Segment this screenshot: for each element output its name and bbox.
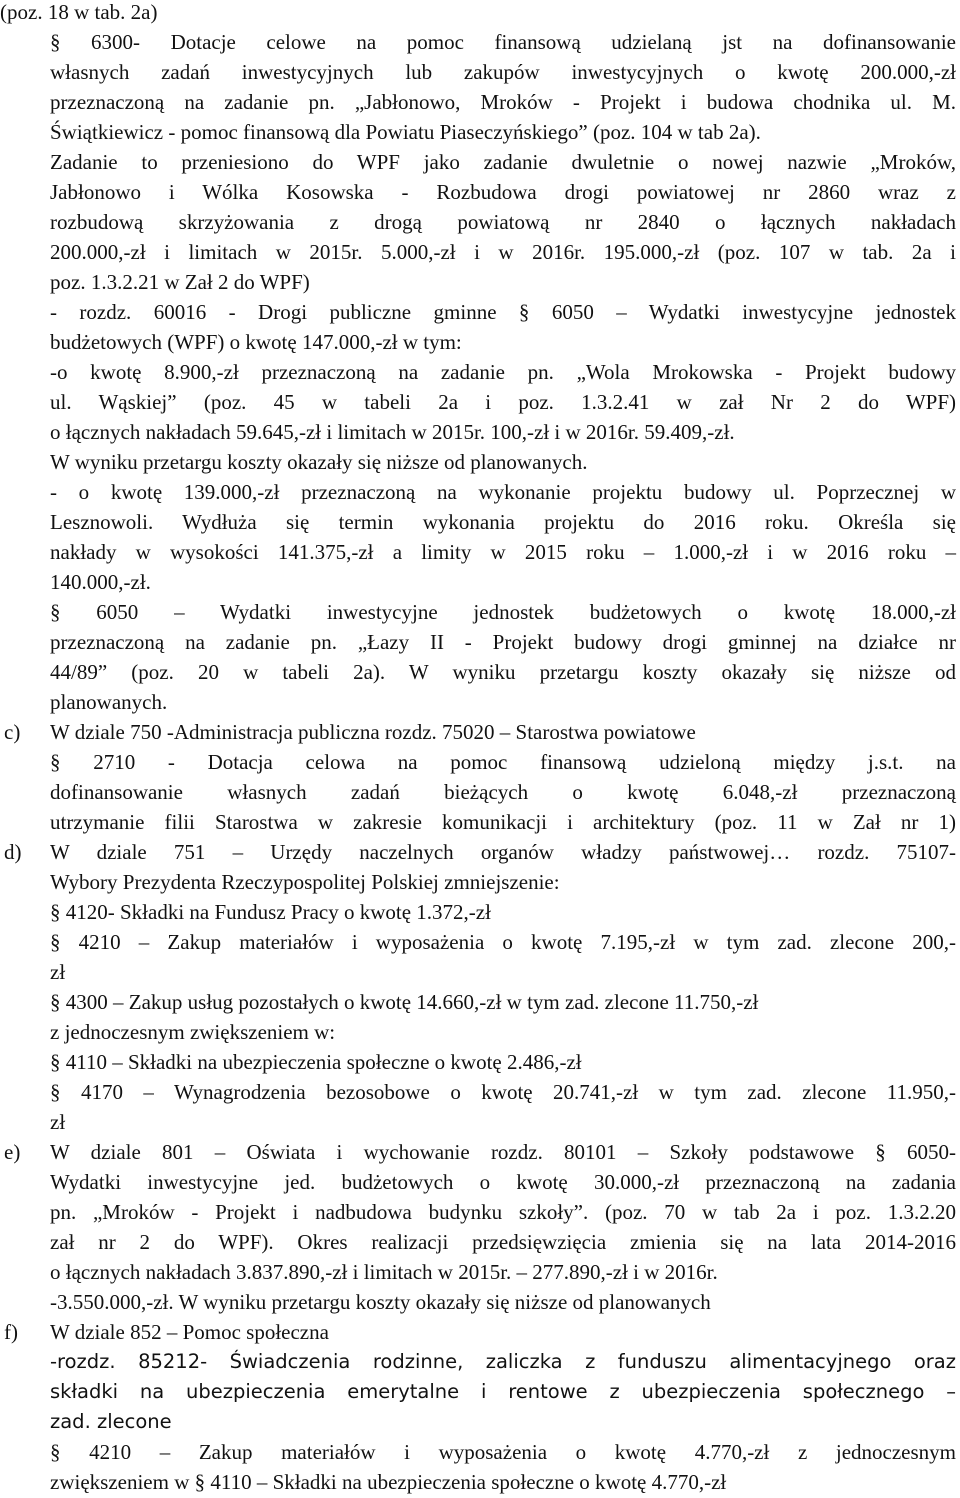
text-line: 200.000,-zł i limitach w 2015r. 5.000,-zł i w 2016r. 195.000,-zł (poz. 107 w tab. 2a i <box>50 240 956 264</box>
text-line: dofinansowanie własnych zadań bieżących o kwotę 6.048,-zł przeznaczoną <box>50 780 956 804</box>
text-line: Świątkiewicz - pomoc finansową dla Powiatu Piaseczyńskiego” (poz. 104 w tab 2a). <box>50 120 761 144</box>
text-line: o łącznych nakładach 59.645,-zł i limitach w 2015r. 100,-zł i w 2016r. 59.409,-zł. <box>50 420 735 444</box>
text-line: -3.550.000,-zł. W wyniku przetargu koszty okazały się niższe od planowanych <box>50 1290 711 1314</box>
text-line: W dziale 852 – Pomoc społeczna <box>50 1320 329 1344</box>
text-line: W dziale 750 -Administracja publiczna rozdz. 75020 – Starostwa powiatowe <box>50 720 696 744</box>
text-line: - o kwotę 139.000,-zł przeznaczoną na wykonanie projektu budowy ul. Poprzecznej w <box>50 480 956 504</box>
text-line: § 4210 – Zakup materiałów i wyposażenia o kwotę 4.770,-zł z jednoczesnym <box>50 1440 956 1464</box>
text-line: budżetowych (WPF) o kwotę 147.000,-zł w tym: <box>50 330 462 354</box>
text-line: Lesznowoli. Wydłuża się termin wykonania projektu do 2016 roku. Określa się <box>50 510 956 534</box>
text-line: § 4170 – Wynagrodzenia bezosobowe o kwotę 20.741,-zł w tym zad. zlecone 11.950,- <box>50 1080 956 1104</box>
text-line: W dziale 801 – Oświata i wychowanie rozdz. 80101 – Szkoły podstawowe § 6050- <box>50 1140 956 1164</box>
text-line: § 2710 - Dotacja celowa na pomoc finansową udzieloną między j.s.t. na <box>50 750 956 774</box>
text-line: Wydatki inwestycyjne jed. budżetowych o kwotę 30.000,-zł przeznaczoną na zadania <box>50 1170 956 1194</box>
text-line: rozbudową skrzyżowania z drogą powiatową nr 2840 o łącznych nakładach <box>50 210 956 234</box>
text-line: z jednoczesnym zwiększeniem w: <box>50 1020 336 1044</box>
text-line: zł <box>50 960 66 984</box>
text-line: zł <box>50 1110 66 1134</box>
text-line: o łącznych nakładach 3.837.890,-zł i limitach w 2015r. – 277.890,-zł i w 2016r. <box>50 1260 718 1284</box>
text-line: Wybory Prezydenta Rzeczypospolitej Polskiej zmniejszenie: <box>50 870 560 894</box>
text-line: poz. 1.3.2.21 w Zał 2 do WPF) <box>50 270 310 294</box>
text-line: W wyniku przetargu koszty okazały się niższe od planowanych. <box>50 450 588 474</box>
text-line: § 4300 – Zakup usług pozostałych o kwotę 14.660,-zł w tym zad. zlecone 11.750,-zł <box>50 990 759 1014</box>
text-line: W dziale 751 – Urzędy naczelnych organów władzy państwowej… rozdz. 75107- <box>50 840 956 864</box>
text-line: pn. „Mroków - Projekt i nadbudowa budynku szkoły”. (poz. 70 w tab 2a i poz. 1.3.2.20 <box>50 1200 956 1224</box>
text-line: 44/89” (poz. 20 w tabeli 2a). W wyniku przetargu koszty okazały się niższe od <box>50 660 956 684</box>
text-line: własnych zadań inwestycyjnych lub zakupów inwestycyjnych o kwotę 200.000,-zł <box>50 60 956 84</box>
text-line: -o kwotę 8.900,-zł przeznaczoną na zadanie pn. „Wola Mrokowska - Projekt budowy <box>50 360 956 384</box>
text-line: nakłady w wysokości 141.375,-zł a limity w 2015 roku – 1.000,-zł i w 2016 roku – <box>50 540 956 564</box>
text-line: (poz. 18 w tab. 2a) <box>0 0 158 24</box>
text-line: zał nr 2 do WPF). Okres realizacji przedsięwzięcia zmienia się na lata 2014-2016 <box>50 1230 956 1254</box>
text-line: 140.000,-zł. <box>50 570 151 594</box>
text-line: § 6050 – Wydatki inwestycyjne jednostek budżetowych o kwotę 18.000,-zł <box>50 600 956 624</box>
text-line: -rozdz. 85212- Świadczenia rodzinne, zaliczka z funduszu alimentacyjnego oraz <box>50 1350 956 1373</box>
list-marker: f) <box>4 1320 18 1344</box>
text-line: Zadanie to przeniesiono do WPF jako zadanie dwuletnie o nowej nazwie „Mroków, <box>50 150 956 174</box>
text-line: ul. Wąskiej” (poz. 45 w tabeli 2a i poz. 1.3.2.41 w zał Nr 2 do WPF) <box>50 390 956 414</box>
list-marker: d) <box>4 840 22 864</box>
text-line: składki na ubezpieczenia emerytalne i rentowe z ubezpieczenia społecznego – <box>50 1380 956 1403</box>
text-line: § 4110 – Składki na ubezpieczenia społeczne o kwotę 2.486,-zł <box>50 1050 582 1074</box>
text-line: zwiększeniem w § 4110 – Składki na ubezpieczenia społeczne o kwotę 4.770,-zł <box>50 1470 727 1494</box>
text-line: planowanych. <box>50 690 168 714</box>
text-line: zad. zlecone <box>50 1410 172 1433</box>
text-line: - rozdz. 60016 - Drogi publiczne gminne § 6050 – Wydatki inwestycyjne jednostek <box>50 300 956 324</box>
text-line: § 6300- Dotacje celowe na pomoc finansową udzielaną jst na dofinansowanie <box>50 30 956 54</box>
text-line: utrzymanie filii Starostwa w zakresie komunikacji i architektury (poz. 11 w Zał nr 1) <box>50 810 956 834</box>
text-line: § 4210 – Zakup materiałów i wyposażenia o kwotę 7.195,-zł w tym zad. zlecone 200,- <box>50 930 956 954</box>
list-marker: c) <box>4 720 21 744</box>
text-line: przeznaczoną na zadanie pn. „Łazy II - Projekt budowy drogi gminnej na działce nr <box>50 630 956 654</box>
text-line: Jabłonowo i Wólka Kosowska - Rozbudowa drogi powiatowej nr 2860 wraz z <box>50 180 956 204</box>
list-marker: e) <box>4 1140 21 1164</box>
text-line: przeznaczoną na zadanie pn. „Jabłonowo, Mroków - Projekt i budowa chodnika ul. M. <box>50 90 956 114</box>
text-line: § 4120- Składki na Fundusz Pracy o kwotę 1.372,-zł <box>50 900 491 924</box>
